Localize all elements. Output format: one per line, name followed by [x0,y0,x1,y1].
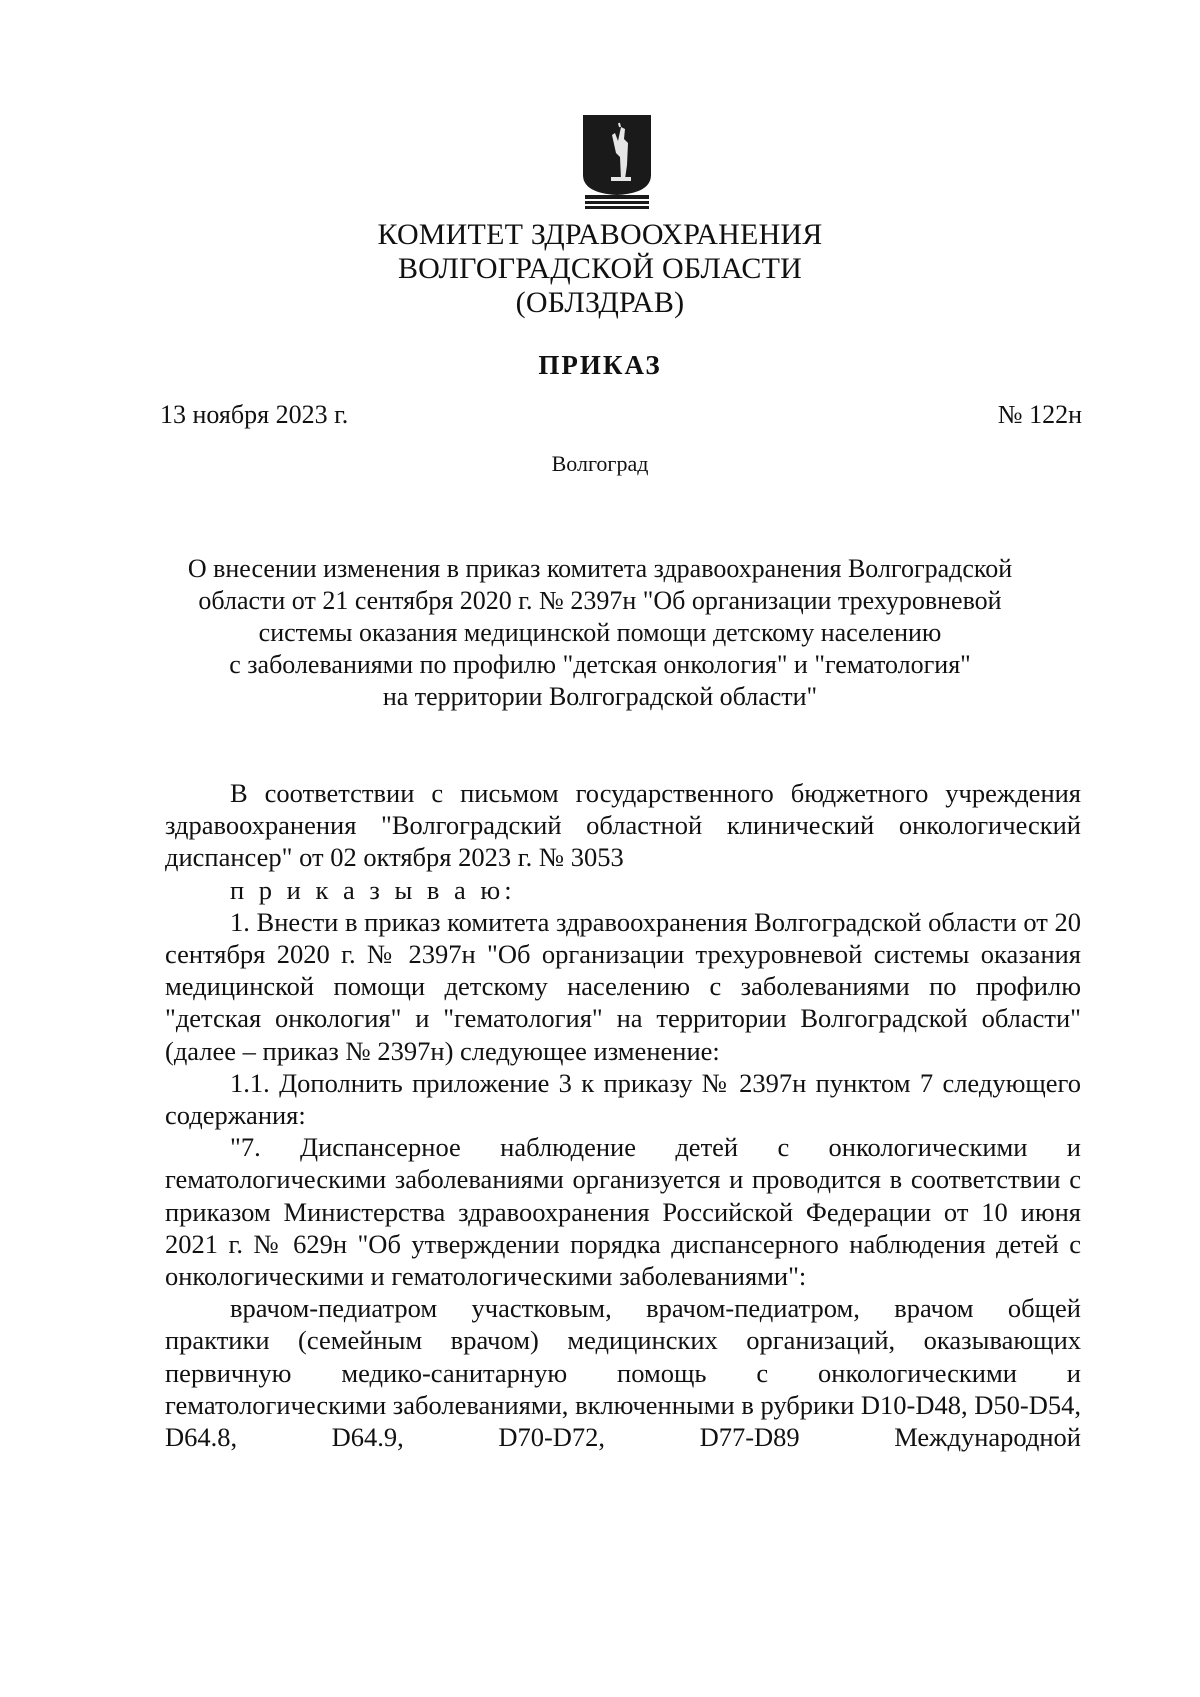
order-date: 13 ноября 2023 г. [160,400,349,429]
paragraph-doctors: врачом-педиатром участковым, врачом-педиатром, врачом общей практики (семейным врачом) медицинских организаций, оказывающих первичную медико-санитарную помощь с онкологическими и гематологическими заболеваниями, включенными в рубрики D10-D48, D50-D54, D64.8, D64.9, D70-D72, D77-D89 Международной [165,1293,1081,1453]
order-number: № 122н [997,400,1082,429]
paragraph-order-word: п р и к а з ы в а ю: [230,874,516,905]
order-heading [0,553,1200,713]
org-line-3: (ОБЛЗДРАВ) [515,286,685,319]
heading-line: с заболеваниями по профилю "детская онкология" и "гематология" [229,650,971,679]
paragraph-basis: В соответствии с письмом государственного бюджетного учреждения здравоохранения "Волгоградский областной клинический онкологический диспансер" от 02 октября 2023 г. № 3053 [165,778,1081,873]
city-name: Волгоград [551,451,649,476]
paragraph-item-1: 1. Внести в приказ комитета здравоохранения Волгоградской области от 20 сентября 2020 г. № 2397н "Об организации трехуровневой системы оказания медицинской помощи детскому населению с заболеваниями по профилю "детская онкология" и "гематология" на территории Волгоградской области" (далее – приказ № 2397н) следующее изменение: [165,906,1081,1066]
org-line-2: ВОЛГОГРАДСКОЙ ОБЛАСТИ [397,252,803,285]
organization-name [0,218,1200,320]
paragraph-item-1-1: 1.1. Дополнить приложение 3 к приказу № 2397н пунктом 7 следующего содержания: [165,1067,1081,1131]
coat-of-arms-emblem [581,113,653,209]
document-type-title: ПРИКАЗ [538,350,662,380]
heading-line: О внесении изменения в приказ комитета здравоохранения Волгоградской [187,554,1013,583]
heading-line: на территории Волгоградской области" [382,682,818,711]
document-body [165,777,1081,1453]
org-line-1: КОМИТЕТ ЗДРАВООХРАНЕНИЯ [377,218,823,251]
heading-line: области от 21 сентября 2020 г. № 2397н "Об организации трехуровневой [198,586,1002,615]
paragraph-item-7: "7. Диспансерное наблюдение детей с онкологическими и гематологическими заболеваниями организуется и проводится в соответствии с приказом Министерства здравоохранения Российской Федерации от 10 июня 2021 г. № 629н "Об утверждении порядка диспансерного наблюдения детей с онкологическими и гематологическими заболеваниями": [165,1132,1081,1292]
heading-line: системы оказания медицинской помощи детскому населению [258,618,942,647]
